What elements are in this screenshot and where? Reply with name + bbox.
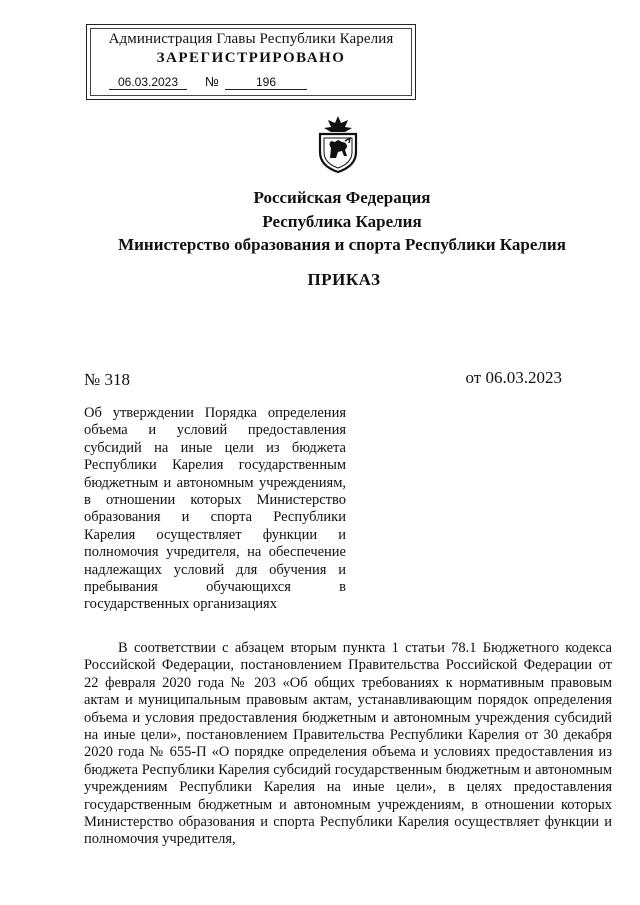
order-number: № 318 [84, 370, 130, 389]
document-type-title: ПРИКАЗ [307, 270, 381, 289]
stamp-authority: Администрация Главы Республики Карелия [108, 31, 394, 47]
stamp-status: ЗАРЕГИСТРИРОВАНО [156, 50, 346, 66]
stamp-date: 06.03.2023 [109, 75, 187, 90]
order-date: от 06.03.2023 [465, 368, 562, 387]
country-heading: Российская Федерация [253, 188, 431, 207]
stamp-number-sign: № [205, 74, 219, 89]
order-body-paragraph: В соответствии с абзацем вторым пункта 1 статьи 78.1 Бюджетного кодекса Российской Федерации, постановлением Правительства Российской Федерации от 22 февраля 2020 года № 203 «Об общих требованиях к нормативным правовым актам и муниципальным правовым актам, устанавливающим порядок определения объема и условия предоставления бюджетным и автономным учреждения субсидий на иные цели», постановлением Правительства Республики Карелия от 30 декабря 2020 года № 655-П «О порядке определения объема и условиях предоставления из бюджета Республики Карелия субсидий государственным бюджетным и автономным учреждениям Республики Карелия на иные цели», в целях предоставления государственным бюджетным и автономным учреждениям, в отношении которых Министерство образования и спорта Республики Карелия осуществляет функции и полномочия учредителя, [84, 640, 612, 848]
stamp-number: 196 [225, 75, 307, 90]
region-heading: Республика Карелия [262, 212, 422, 231]
order-subject: Об утверждении Порядка определения объема и условий предоставления субсидий на иные цели из бюджета Республики Карелия государственным бюджетным и автономным учреждениям, в отношении которых Министерство образования и спорта Республики Карелия осуществляет функции и полномочия учредителя, на обеспечение надлежащих условий для обучения и пребывания обучающихся в государственных организациях [84, 405, 346, 613]
registration-stamp [86, 24, 416, 100]
ministry-heading: Министерство образования и спорта Республики Карелия [118, 235, 566, 254]
karelia-coat-of-arms-icon [314, 114, 362, 174]
